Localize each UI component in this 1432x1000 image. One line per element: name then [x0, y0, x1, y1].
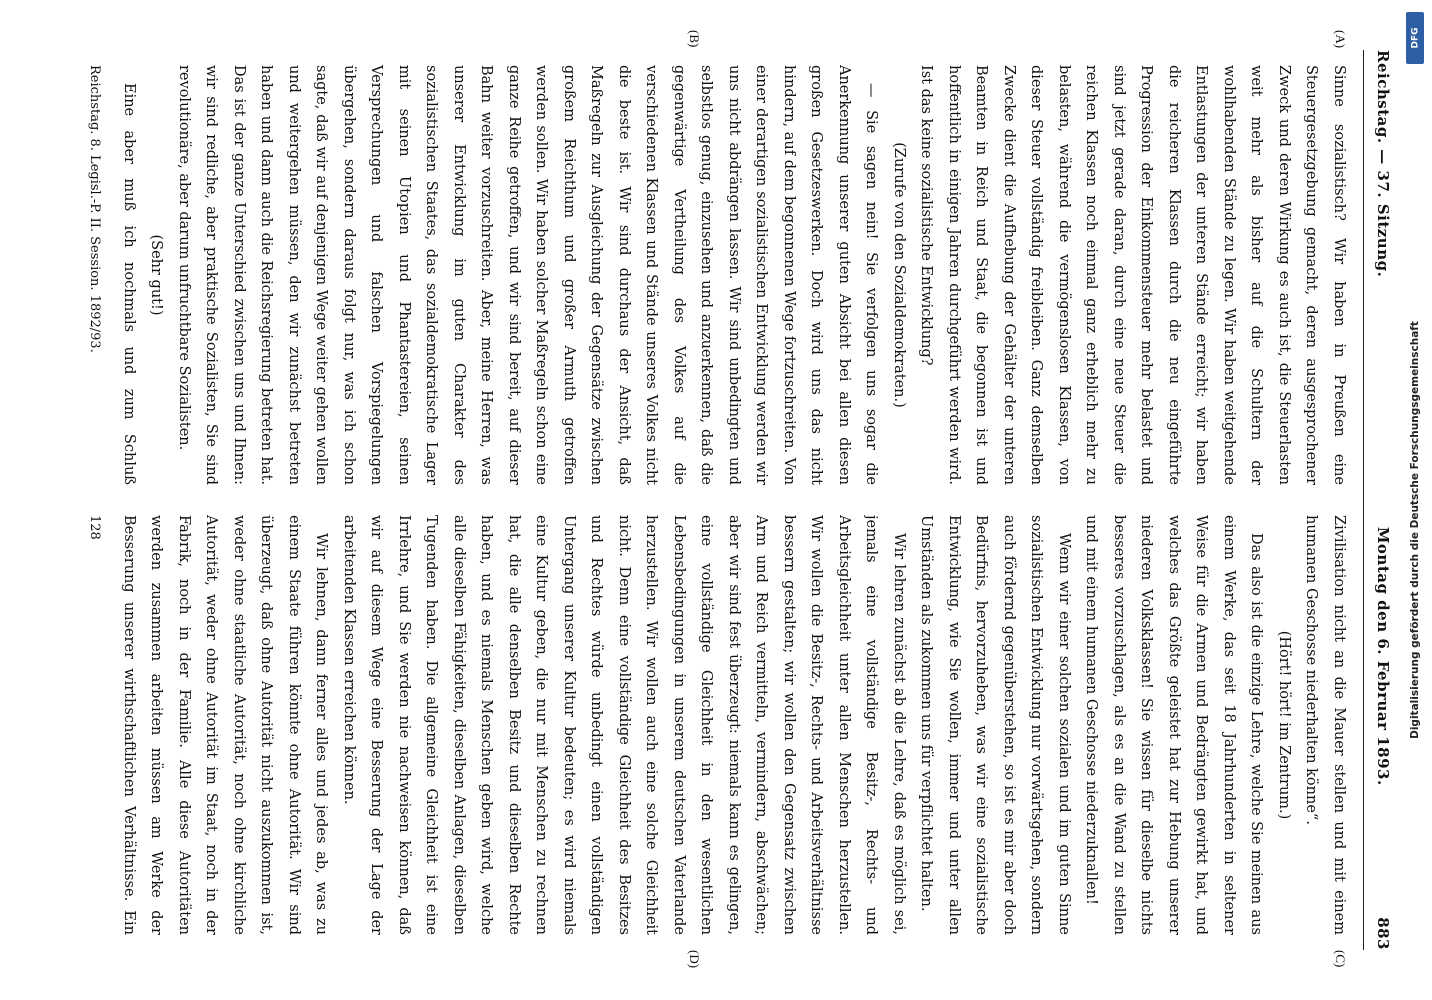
header-date: Montag den 6. Februar 1893.	[1374, 526, 1392, 786]
right-column	[112, 515, 1352, 935]
paragraph: Zivilisation nicht an die Mauer stellen und mit einem humanen Geschosse niederhalten könne“.	[1303, 515, 1347, 935]
paragraph: Wenn wir einer solchen sozialen und im guten Sinne sozialistischen Entwicklung nur vorwärtsgehen, sondern auch fördernd gegenüberstehen, so ist es mir aber doch Bedürfnis, hervorzuheben, was wir eine sozialistische Entwicklung, wie Sie wollen, immer und unter allen Umständen als zukommen uns für verpflichtet halten.	[918, 515, 1072, 935]
digitization-note-text: Digitalisierung gefördert durch die Deutsche Forschungsgemeinschaft	[1409, 321, 1422, 739]
footer-session: Reichstag. 8. Legisl.-P. II. Session. 1892/93.	[87, 65, 102, 353]
header-title: Reichstag. — 37. Sitzung.	[1374, 50, 1392, 278]
paragraph: Sinne sozialistisch? Wir haben in Preußen eine Steuergesetzgebung gemacht, deren ausgesprochener Zweck und deren Wirkung es auch ist, die Steuerlasten weit mehr als bisher auf die Schultern der wohlhabenden Stände zu legen. Wir haben weitgehende Entlastungen der unteren Stände erreicht; wir haben die reicheren Klassen durch die neu eingeführte Progression der Einkommensteuer mehr belastet und sind jetzt gerade daran, durch eine neue Steuer die reichen Klassen noch einmal ganz erheblich mehr zu belasten, während die vermögenslosen Klassen, von dieser Steuer vollständig freibleiben. Ganz demselben Zwecke dient die Aufhebung der Gehälter der unteren Beamten in Reich und Staat, die begonnen ist und hoffentlich in einigen Jahren durchgeführt werden wird. Ist das keine sozialistische Entwicklung?	[918, 65, 1347, 485]
dfg-logo-text: DFG	[1410, 27, 1421, 49]
footer-sheet-number: 128	[87, 515, 102, 540]
paragraph: Wir lehren zunächst ab die Lehre, daß es möglich sei, jemals eine vollständige Besitz-, Rechts- und Arbeitsgleichheit unter allen Menschen herzustellen. Wir wollen die Besitz-, Rechts- und Arbeitsverhältnisse bessern gestalten; wir wollen den Gegensatz zwischen Arm und Reich vermitteln, vermindern, abschwächen; aber wir sind fest überzeugt: niemals kann es gelingen, eine vollständige Gleichheit in den wesentlichen Lebensbedingungen in unserem deutschen Vaterlande herzustellen. Wir wollen auch eine solche Gleichheit nicht. Denn eine vollständige Gleichheit des Besitzes und Rechtes würde unbedingt einen vollständigen Untergang unserer Kultur bedeuten; es wird niemals eine Kultur geben, die nur mit Menschen zu rechnen hat, die alle denselben Besitz und dieselben Rechte haben, und es niemals Menschen geben wird, welche alle dieselben Fähigkeiten, dieselben Anlagen, dieselben Tugenden haben. Die allgemeine Gleichheit ist eine Irrlehre, und Sie werden nie nachweisen können, daß wir auf diesem Wege eine Besserung der Lage der arbeitenden Klassen erreichen können.	[341, 515, 907, 935]
paragraph: Eine aber muß ich nochmals und zum Schluß	[121, 83, 137, 485]
paragraph: — Sie sagen nein! Sie verfolgen uns sogar die Anerkennung unserer guten Absicht bei allen diesen großen Gesetzeswerken. Doch wird uns das nicht hindern, auf dem begonnenen Wege fortzuschreiten. Von einer derartigen sozialistischen Entwicklung werden wir uns nicht abdrängen lassen. Wir sind unbedingten und selbstlos genug, einzusehen und anzuerkennen, daß die gegenwärtige Vertheilung des Volkes auf die verschiedenen Klassen und Stände unseres Volkes nicht die beste ist. Wir sind durchaus der Ansicht, daß Maßregeln zur Ausgleichung der Gegensätze zwischen großem Reichthum und großer Armuth getroffen werden sollen. Wir haben solcher Maßregeln schon eine ganze Reihe getroffen, und wir sind bereit, auf dieser Bahn weiter vorzuschreiten. Aber, meine Herren, was unserer Entwicklung im guten Charakter des sozialistischen Staates, das sozialdemokratische Lager mit seinen Utopien und Phantastereien, seinen Versprechungen und falschen Vorspiegelungen übergehen, sondern daraus folgt nur, was ich schon sagte, daß wir auf denjenigen Wege weiter gehen wollen und weitergehen müssen, den wir zunächst betreten haben und dann auch die Reichsregierung betreten hat. Das ist der ganze Unterschied zwischen uns und Ihnen: wir sind redliche, aber praktische Sozialisten, Sie sind revolutionäre, aber darum unfruchtbare Sozialisten.	[176, 65, 880, 485]
interjection: (Hört! hört! im Zentrum.)	[1276, 630, 1292, 820]
margin-marker-a: (A)	[1333, 30, 1348, 49]
left-column	[112, 65, 1352, 485]
dfg-logo	[1406, 12, 1424, 64]
header-date-page	[1374, 527, 1392, 950]
digitization-note	[1404, 80, 1426, 980]
paragraph: Das also ist die einzige Lehre, welche Sie meinen aus einem Werke, das seit 18 Jahrhunderten in seltener Weise für die Armen und Bedrängten gewirkt hat, und welches das Größte geleistet hat zur Hebung unserer niederen Volksklassen! Sie wissen für dieselbe nichts besseres vorzuschlagen, als es an die Wand zu stellen und mit einem humanen Geschosse niederzuknallen!	[1083, 515, 1265, 935]
interjection: (Zurufe von den Sozialdemokraten.)	[891, 142, 907, 408]
margin-marker-b: (B)	[687, 30, 702, 48]
header-page-number: 883	[1374, 917, 1392, 950]
margin-marker-c: (C)	[1333, 950, 1348, 968]
page-footer	[78, 65, 102, 945]
margin-marker-d: (D)	[687, 950, 702, 969]
interjection: (Sehr gut!)	[148, 234, 165, 316]
page-header	[1368, 50, 1392, 950]
header-rule	[1363, 50, 1364, 950]
paragraph: Wir lehnen, dann ferner alles und jedes ab, was zu einem Staate führen könnte ohne Autorität. Wir sind überzeugt, daß ohne Autorität nicht auszukommen ist, weder ohne staatliche Autorität, noch ohne kirchliche Autorität, weder ohne Autorität im Staat, noch in der Fabrik, noch in der Familie. Alle diese Autoritäten werden zusammen arbeiten müssen am Werke der Besserung unserer wirthschaftlichen Verhältnisse. Ein	[121, 515, 330, 935]
